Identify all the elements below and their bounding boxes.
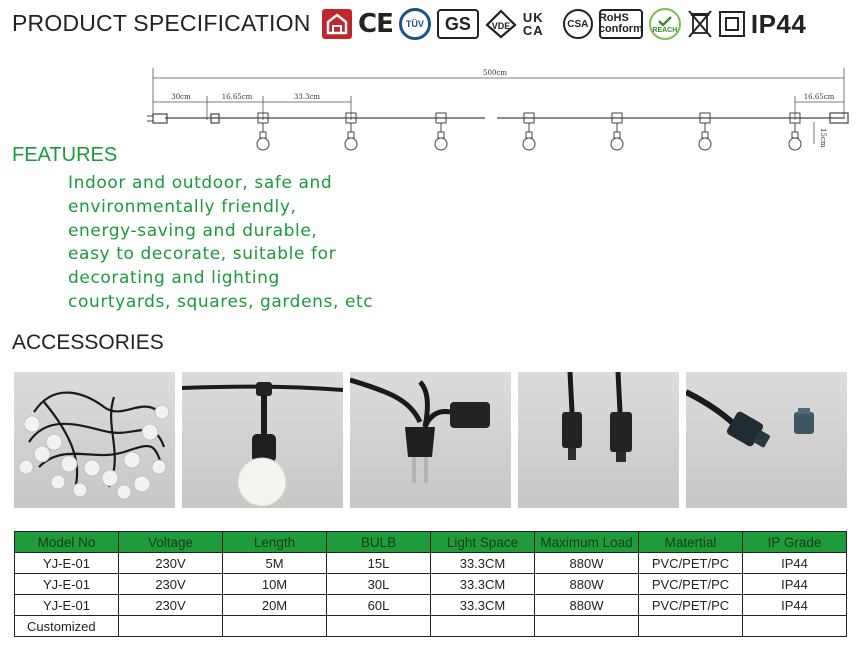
table-row [15, 595, 847, 616]
string-light-diagram [145, 62, 853, 158]
table-cell: YJ-E-01 [15, 595, 119, 616]
col-header: BULB [327, 532, 431, 553]
table-cell [223, 616, 327, 637]
table-cell: 230V [119, 574, 223, 595]
table-cell: PVC/PET/PC [639, 553, 743, 574]
table-cell: YJ-E-01 [15, 553, 119, 574]
photo-waterproof-connectors [518, 372, 679, 508]
table-cell: 30L [327, 574, 431, 595]
table-cell: 33.3CM [431, 574, 535, 595]
page-title: PRODUCT SPECIFICATION [12, 10, 311, 36]
table-cell: 230V [119, 595, 223, 616]
ce-mark: CE [358, 9, 393, 39]
table-cell: 5M [223, 553, 327, 574]
feature-line: environmentally friendly, [68, 196, 297, 217]
svg-text:VDE: VDE [491, 21, 511, 31]
col-header: IP Grade [743, 532, 847, 553]
table-cell [743, 616, 847, 637]
table-cell: 880W [535, 553, 639, 574]
drop-label: 15cm [819, 128, 827, 148]
feature-line: courtyards, squares, gardens, etc [68, 291, 374, 312]
table-cell: 33.3CM [431, 553, 535, 574]
col-header: Matertial [639, 532, 743, 553]
table-cell: 60L [327, 595, 431, 616]
table-cell: 33.3CM [431, 595, 535, 616]
weee-bin-icon [687, 9, 713, 39]
col-header: Length [223, 532, 327, 553]
col-header: Maximum Load [535, 532, 639, 553]
table-cell: IP44 [743, 595, 847, 616]
tuv-mark: TÜV [399, 8, 431, 40]
table-cell: 10M [223, 574, 327, 595]
feature-line: easy to decorate, suitable for [68, 244, 337, 265]
features-text [68, 172, 468, 315]
accessories-heading: ACCESSORIES [12, 331, 164, 354]
ip44-mark: IP44 [750, 8, 807, 39]
table-cell: 15L [327, 553, 431, 574]
table-cell: IP44 [743, 553, 847, 574]
table-header-row [15, 532, 847, 553]
table-cell: 880W [535, 574, 639, 595]
features-heading: FEATURES [12, 144, 118, 166]
csa-mark: CSA [563, 9, 593, 39]
table-cell: YJ-E-01 [15, 574, 119, 595]
table-cell: 230V [119, 553, 223, 574]
double-insulation-icon [719, 11, 745, 37]
feature-line: Indoor and outdoor, safe and [68, 173, 333, 193]
table-cell [639, 616, 743, 637]
photo-string-light-bundle [14, 372, 175, 508]
total-length-label: 500cm [483, 69, 507, 77]
table-cell: 880W [535, 595, 639, 616]
house-mark-icon [322, 9, 352, 39]
segment-2-label: 16.65cm [221, 93, 253, 101]
table-cell: PVC/PET/PC [639, 595, 743, 616]
segment-1-label: 30cm [171, 93, 191, 101]
reach-label: REACH [652, 26, 678, 34]
vde-mark [485, 9, 517, 39]
table-cell [535, 616, 639, 637]
photo-connector-end-cap [686, 372, 847, 508]
col-header: Voltage [119, 532, 223, 553]
segment-3-label: 33.3cm [293, 93, 321, 101]
table-cell: PVC/PET/PC [639, 574, 743, 595]
rohs-mark: RoHS conform [599, 9, 643, 39]
table-cell [431, 616, 535, 637]
certification-logos [322, 6, 806, 42]
photo-bulb-socket-drop [182, 372, 343, 508]
table-row [15, 574, 847, 595]
spec-table [14, 531, 847, 637]
table-cell: 20M [223, 595, 327, 616]
photo-euro-plug [350, 372, 511, 508]
table-cell: IP44 [743, 574, 847, 595]
col-header: Model No [15, 532, 119, 553]
table-cell [119, 616, 223, 637]
feature-line: energy-saving and durable, [68, 220, 318, 241]
reach-mark [649, 8, 681, 40]
table-row [15, 616, 847, 637]
plug-icon [153, 114, 167, 123]
table-row [15, 553, 847, 574]
gs-mark: GS [437, 9, 479, 39]
table-cell: Customized [15, 616, 119, 637]
feature-line: decorating and lighting [68, 268, 280, 289]
ukca-mark: UK CA [522, 10, 544, 38]
end-segment-label: 16.65cm [803, 93, 835, 101]
col-header: Light Space [431, 532, 535, 553]
table-cell [327, 616, 431, 637]
